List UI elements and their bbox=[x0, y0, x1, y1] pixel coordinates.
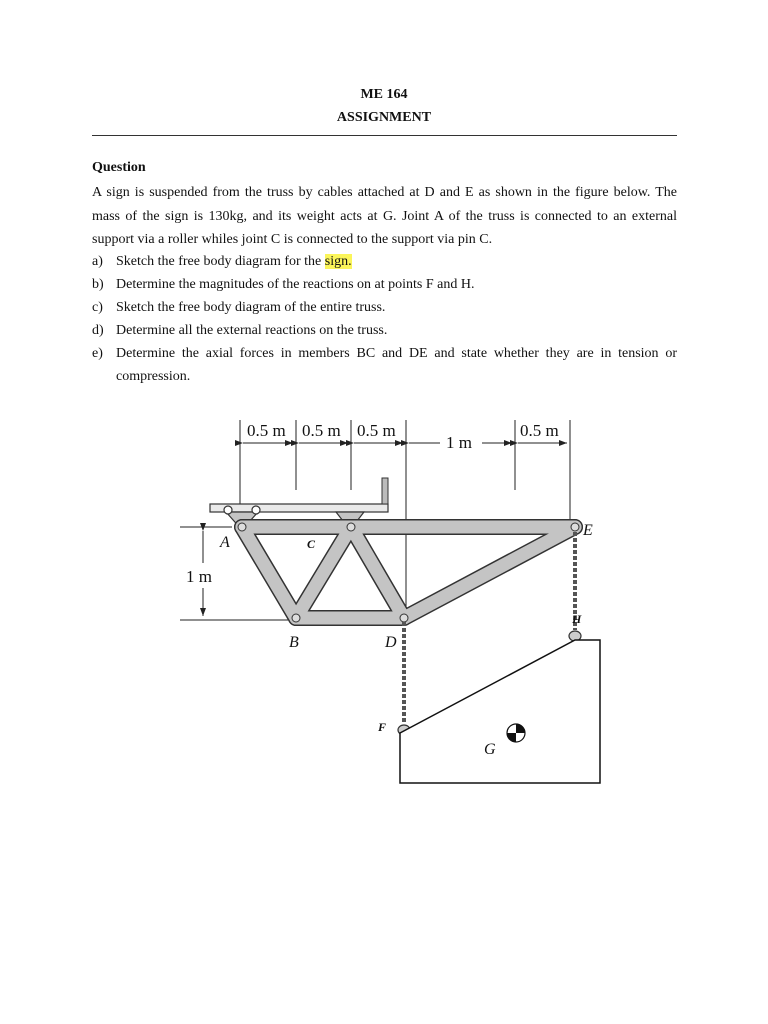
page-title: ASSIGNMENT bbox=[336, 110, 432, 125]
joint-label-d: D bbox=[385, 634, 397, 651]
sign-plate bbox=[400, 640, 600, 783]
joint-label-f: F bbox=[378, 720, 387, 734]
joint-label-e: E bbox=[583, 522, 593, 539]
joint-label-a: A bbox=[220, 534, 230, 551]
dim-label: 0.5 m bbox=[357, 421, 396, 440]
item-letter: d) bbox=[92, 323, 104, 338]
dim-label: 0.5 m bbox=[247, 421, 286, 440]
dim-label: 1 m bbox=[446, 433, 472, 452]
item-letter: e) bbox=[92, 346, 103, 361]
question-body: A sign is suspended from the truss by cables attached at D and E as shown in the figure below. The mass of the sign is 130kg, and its weight acts at G. Joint A of the truss is connected to an external support via a roller whiles joint C is connected to the support via pin C. bbox=[92, 185, 677, 247]
dim-label: 0.5 m bbox=[520, 421, 559, 440]
item-text: Determine all the external reactions on the truss. bbox=[116, 323, 388, 338]
joint-label-h: H bbox=[572, 612, 582, 626]
item-letter: a) bbox=[92, 254, 103, 269]
item-text: Determine the magnitudes of the reactions on at points F and H. bbox=[116, 277, 475, 292]
joint-label-c: C bbox=[307, 537, 316, 551]
highlighted-text: sign. bbox=[324, 254, 352, 269]
item-text: Sketch the free body diagram of the entire truss. bbox=[116, 300, 386, 315]
dim-label: 0.5 m bbox=[302, 421, 341, 440]
course-code: ME 164 bbox=[360, 87, 408, 102]
item-text: Determine the axial forces in members BC and DE and state whether they are in tension or compression. bbox=[116, 346, 677, 384]
item-letter: b) bbox=[92, 277, 104, 292]
item-letter: c) bbox=[92, 300, 103, 315]
item-text-before: Sketch the free body diagram for the bbox=[116, 254, 325, 269]
height-label: 1 m bbox=[186, 567, 212, 586]
question-heading: Question bbox=[92, 160, 146, 175]
joint-label-g: G bbox=[484, 741, 496, 758]
center-of-gravity-icon bbox=[507, 724, 525, 742]
truss-members bbox=[238, 523, 579, 622]
joint-label-b: B bbox=[289, 634, 299, 651]
